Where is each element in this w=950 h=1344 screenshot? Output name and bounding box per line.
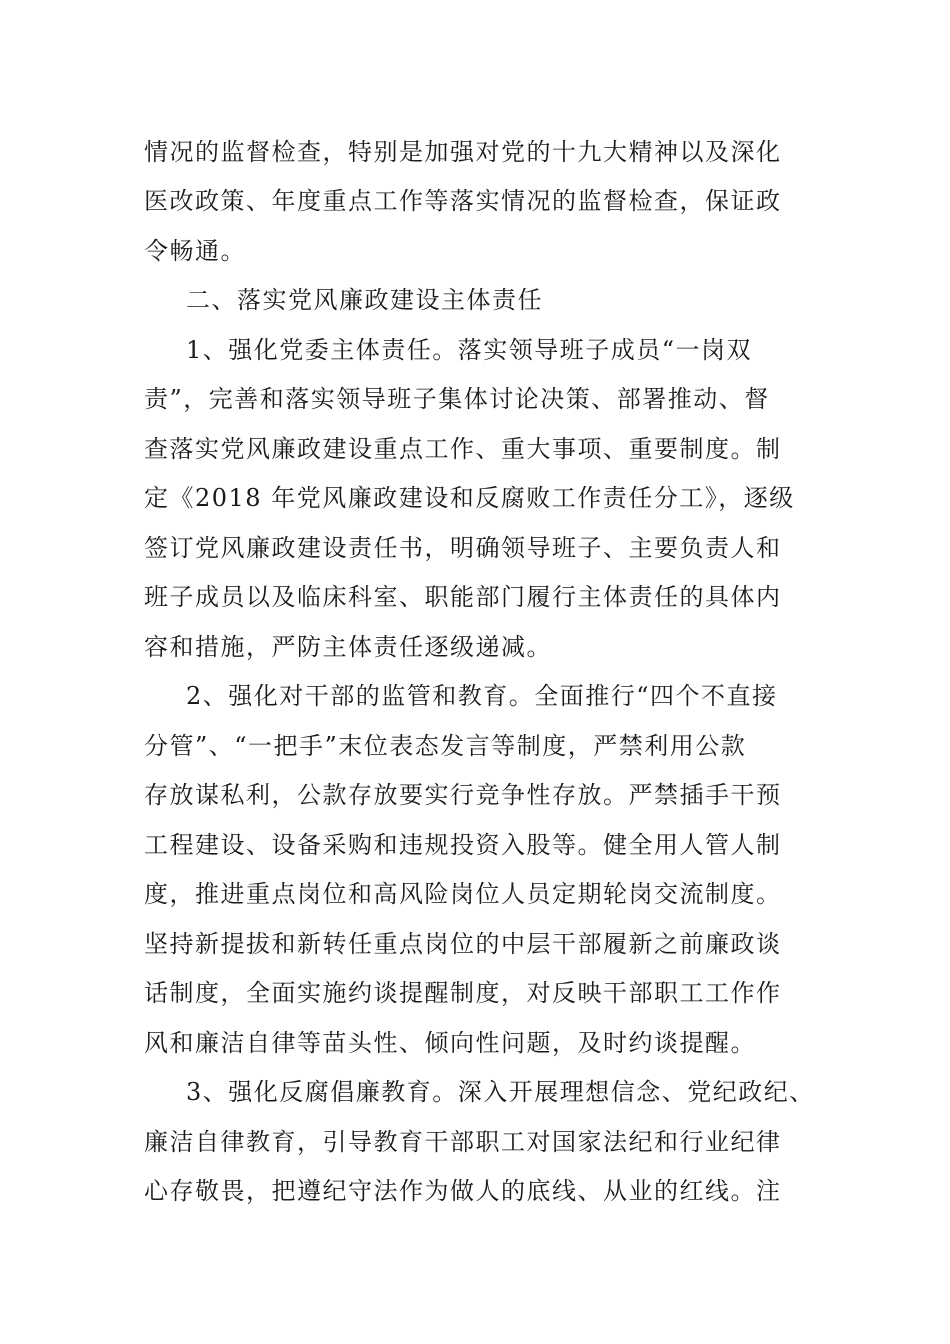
- text-line: 定《2018 年党风廉政建设和反腐败工作责任分工》，逐级: [144, 484, 795, 512]
- section-heading: 二、落实党风廉政建设主体责任: [186, 286, 543, 314]
- text-line: 容和措施，严防主体责任逐级递减。: [144, 633, 552, 661]
- text-line: 风和廉洁自律等苗头性、倾向性问题，及时约谈提醒。: [144, 1029, 756, 1057]
- text-line: 话制度，全面实施约谈提醒制度，对反映干部职工工作作: [144, 979, 782, 1007]
- text-line: 存放谋私利，公款存放要实行竞争性存放。严禁插手干预: [144, 781, 782, 809]
- text-line: 2、强化对干部的监管和教育。全面推行“四个不直接: [186, 682, 778, 710]
- text-line: 班子成员以及临床科室、职能部门履行主体责任的具体内: [144, 583, 782, 611]
- text-line: 医改政策、年度重点工作等落实情况的监督检查，保证政: [144, 187, 782, 215]
- text-line: 坚持新提拔和新转任重点岗位的中层干部履新之前廉政谈: [144, 930, 782, 958]
- text-line: 度，推进重点岗位和高风险岗位人员定期轮岗交流制度。: [144, 880, 782, 908]
- text-line: 责”，完善和落实领导班子集体讨论决策、部署推动、督: [144, 385, 770, 413]
- text-line: 工程建设、设备采购和违规投资入股等。健全用人管人制: [144, 831, 782, 859]
- text-line: 1、强化党委主体责任。落实领导班子成员“一岗双: [186, 336, 753, 364]
- text-line: 廉洁自律教育，引导教育干部职工对国家法纪和行业纪律: [144, 1128, 782, 1156]
- text-line: 签订党风廉政建设责任书，明确领导班子、主要负责人和: [144, 534, 782, 562]
- text-line: 情况的监督检查，特别是加强对党的十九大精神以及深化: [144, 138, 782, 166]
- text-line: 心存敬畏，把遵纪守法作为做人的底线、从业的红线。注: [144, 1177, 782, 1205]
- text-line: 分管”、“一把手”末位表态发言等制度，严禁利用公款: [144, 732, 747, 760]
- text-line: 查落实党风廉政建设重点工作、重大事项、重要制度。制: [144, 435, 782, 463]
- text-line: 3、强化反腐倡廉教育。深入开展理想信念、党纪政纪、: [186, 1078, 815, 1106]
- text-line: 令畅通。: [144, 237, 246, 265]
